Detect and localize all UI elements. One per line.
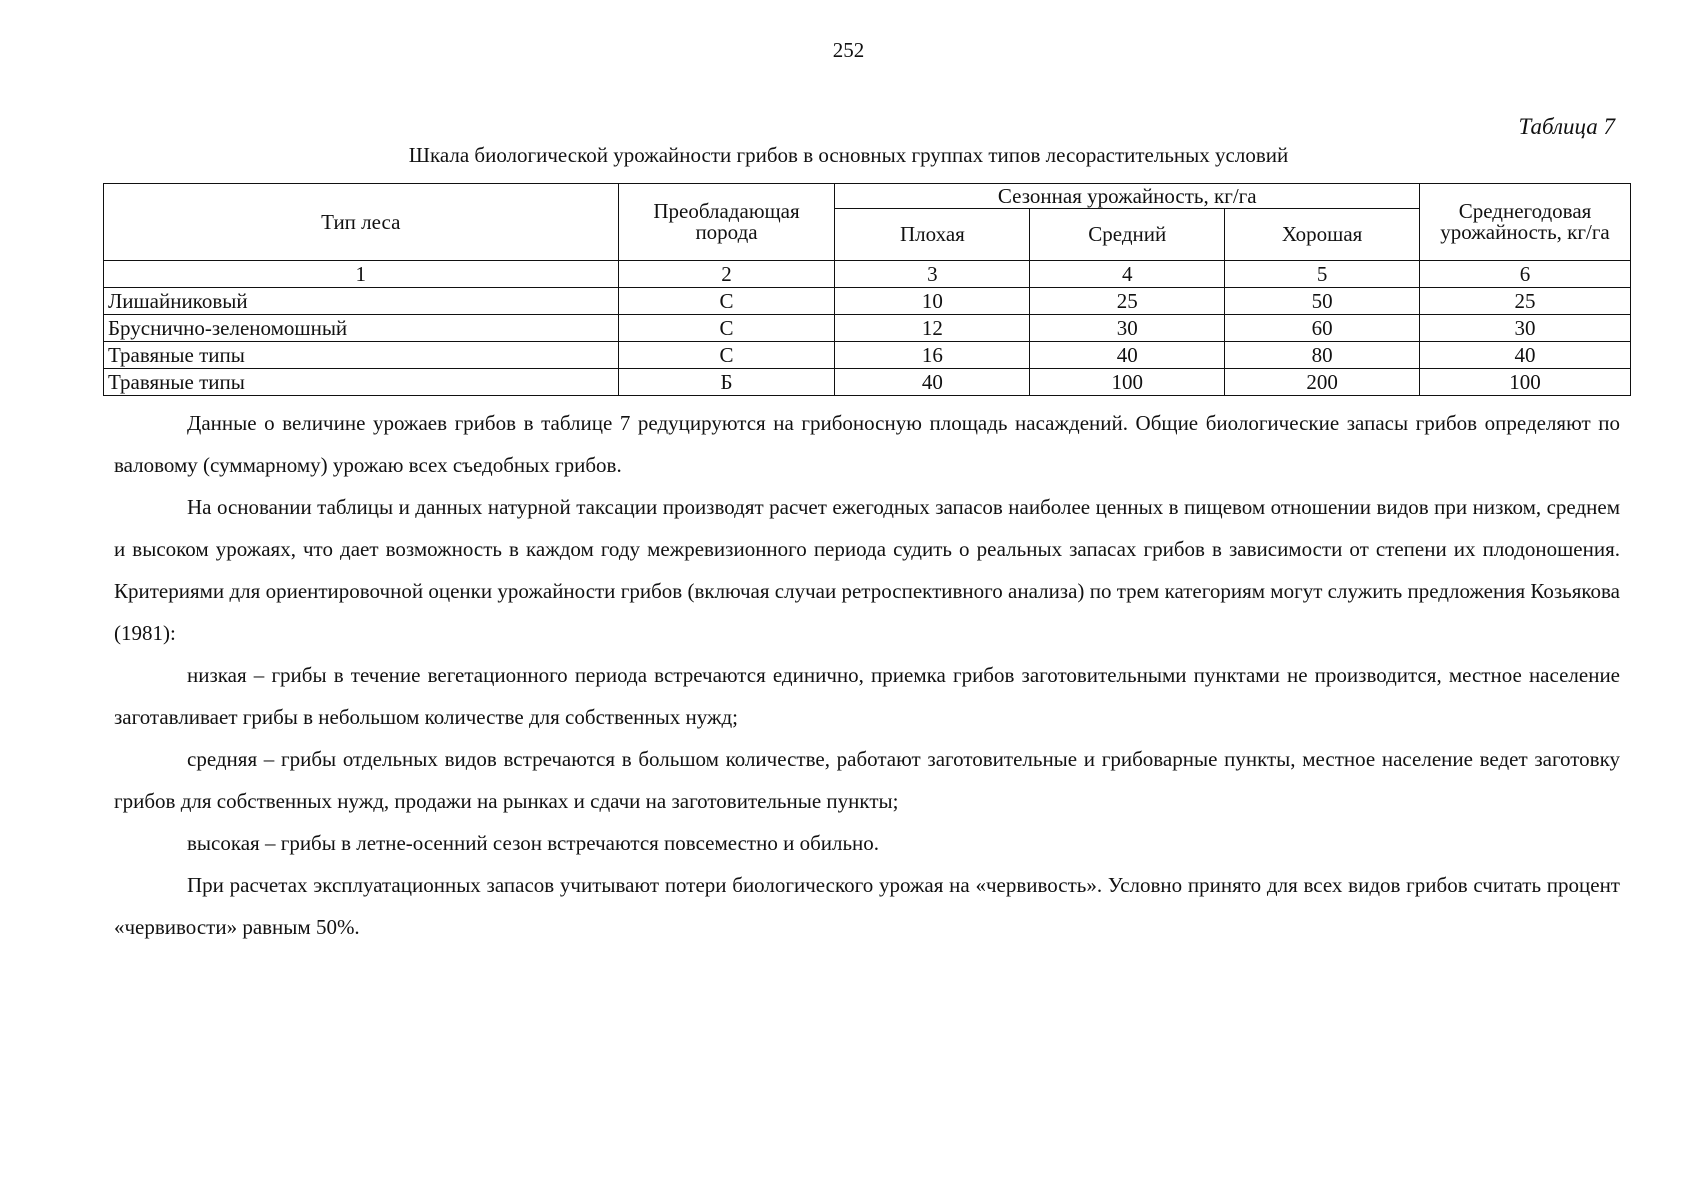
cell-species: С xyxy=(618,342,835,369)
header-poor: Плохая xyxy=(835,209,1030,261)
yield-table xyxy=(103,183,1631,396)
column-number: 1 xyxy=(104,261,619,288)
table-label: Таблица 7 xyxy=(1518,114,1615,139)
table-row xyxy=(104,288,1631,315)
cell-annual-average: 25 xyxy=(1420,288,1631,315)
paragraph: низкая – грибы в течение вегетационного периода встречаются единично, приемка грибов заготовительными пунктами не производится, местное население заготавливает грибы в небольшом количестве для собственных нужд; xyxy=(114,663,1620,729)
header-good: Хорошая xyxy=(1225,209,1420,261)
cell-species: С xyxy=(618,288,835,315)
paragraph: средняя – грибы отдельных видов встречаются в большом количестве, работают заготовительные и грибоварные пункты, местное население ведет заготовку грибов для собственных нужд, продажи на рынках и сдачи на заготовительные пункты; xyxy=(114,747,1620,813)
paragraph: На основании таблицы и данных натурной таксации производят расчет ежегодных запасов наиболее ценных в пищевом отношении видов при низком, среднем и высоком урожаях, что дает возможность в каждом году межревизионного периода судить о реальных запасах грибов в зависимости от степени их плодоношения. Критериями для ориентировочной оценки урожайности грибов (включая случаи ретроспективного анализа) по трем категориям могут служить предложения Козьякова (1981): xyxy=(114,495,1620,645)
cell-species: Б xyxy=(618,369,835,396)
cell-medium: 40 xyxy=(1030,342,1225,369)
table-row xyxy=(104,369,1631,396)
table-title: Шкала биологической урожайности грибов в основных группах типов лесорастительных условий xyxy=(408,143,1289,167)
cell-annual-average: 40 xyxy=(1420,342,1631,369)
header-dominant-species: Преобладающая порода xyxy=(618,184,835,261)
column-number-row xyxy=(104,261,1631,288)
cell-poor: 40 xyxy=(835,369,1030,396)
paragraph: Данные о величине урожаев грибов в таблице 7 редуцируются на грибоносную площадь насаждений. Общие биологические запасы грибов определяют по валовому (суммарному) урожаю всех съедобных грибов. xyxy=(114,411,1620,477)
table-row xyxy=(104,315,1631,342)
header-medium: Средний xyxy=(1030,209,1225,261)
table-header-row xyxy=(104,184,1631,209)
column-number: 4 xyxy=(1030,261,1225,288)
cell-poor: 10 xyxy=(835,288,1030,315)
cell-species: С xyxy=(618,315,835,342)
cell-medium: 100 xyxy=(1030,369,1225,396)
column-number: 6 xyxy=(1420,261,1631,288)
cell-forest-type: Травяные типы xyxy=(104,342,619,369)
cell-annual-average: 30 xyxy=(1420,315,1631,342)
cell-good: 60 xyxy=(1225,315,1420,342)
cell-good: 200 xyxy=(1225,369,1420,396)
table-row xyxy=(104,342,1631,369)
cell-poor: 16 xyxy=(835,342,1030,369)
cell-annual-average: 100 xyxy=(1420,369,1631,396)
cell-good: 50 xyxy=(1225,288,1420,315)
header-annual-average: Среднегодовая урожайность, кг/га xyxy=(1420,184,1631,261)
body-text xyxy=(114,402,1620,948)
cell-forest-type: Лишайниковый xyxy=(104,288,619,315)
column-number: 3 xyxy=(835,261,1030,288)
cell-poor: 12 xyxy=(835,315,1030,342)
header-forest-type: Тип леса xyxy=(104,184,619,261)
cell-good: 80 xyxy=(1225,342,1420,369)
column-number: 2 xyxy=(618,261,835,288)
header-seasonal-yield: Сезонная урожайность, кг/га xyxy=(835,184,1420,209)
paragraph: высокая – грибы в летне-осенний сезон встречаются повсеместно и обильно. xyxy=(187,831,880,855)
cell-forest-type: Бруснично-зеленомошный xyxy=(104,315,619,342)
page-number: 252 xyxy=(832,38,865,62)
cell-medium: 25 xyxy=(1030,288,1225,315)
column-number: 5 xyxy=(1225,261,1420,288)
cell-forest-type: Травяные типы xyxy=(104,369,619,396)
cell-medium: 30 xyxy=(1030,315,1225,342)
paragraph: При расчетах эксплуатационных запасов учитывают потери биологического урожая на «червивость». Условно принято для всех видов грибов считать процент «червивости» равным 50%. xyxy=(114,873,1620,939)
